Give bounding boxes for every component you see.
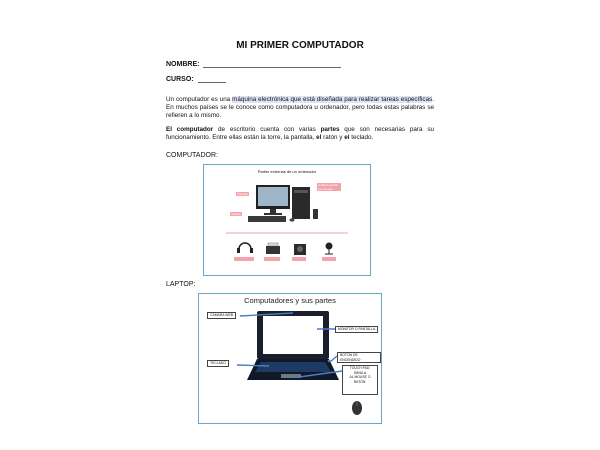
- keyboard-label: Teclado: [231, 212, 242, 216]
- desktop-illustration: [204, 165, 370, 275]
- mouse-shape: [290, 218, 295, 221]
- para1-text-end: . En muchos países se le conoce como computadora u ordenador, pero todas estas palabras se refieren a lo mismo.: [166, 96, 434, 119]
- power-button-shape: [328, 360, 331, 363]
- monitor-label: Pantalla: [237, 192, 248, 196]
- scanner-icon: [294, 244, 306, 255]
- para2-text: teclado.: [349, 134, 374, 141]
- printer-icon: [266, 243, 280, 254]
- paragraph-definition: [166, 96, 434, 120]
- power-arrow: [330, 356, 337, 362]
- figure1-title: Partes externas de un ordenador: [257, 169, 317, 174]
- keyboard-shape: [248, 216, 286, 222]
- touchpad-label: [342, 365, 378, 395]
- para2-bold-el: el: [344, 134, 350, 141]
- monitor-screen: [258, 187, 288, 206]
- para2-text: que son necesarias para su funcionamiento. Entre ellas están la torre, la pantalla,: [166, 126, 434, 141]
- monitor-label: MONITOR O PANTALLA: [335, 326, 378, 333]
- power-button-label: BOTÓN DE ENCENDIDO: [337, 352, 381, 363]
- headphones-icon: [237, 243, 253, 253]
- para1-highlight: máquina electrónica que está diseñada para realizar tareas específicas: [232, 96, 433, 103]
- keyboard-label: TECLADO: [207, 360, 229, 367]
- touchpad-label-line2: AL MOUSE O RATÓN.: [349, 375, 371, 384]
- para2-text: ratón y: [321, 134, 345, 141]
- name-label: NOMBRE:: [166, 61, 200, 68]
- page-title: MI PRIMER COMPUTADOR: [236, 40, 364, 51]
- tower-label: Unidad central de proceso: [317, 183, 341, 191]
- para2-bold-parts: partes: [320, 126, 340, 133]
- touchpad-shape: [281, 374, 301, 378]
- course-field: [166, 74, 226, 83]
- para2-bold: El computador: [166, 126, 214, 133]
- para2-bold-el: el: [316, 134, 322, 141]
- computer-label: COMPUTADOR:: [166, 152, 218, 159]
- desktop-computer-figure: [203, 164, 371, 276]
- course-line: [198, 74, 226, 83]
- paragraph-parts: [166, 126, 434, 142]
- para1-text: Un computador es una: [166, 96, 233, 103]
- para2-text: de escritorio cuenta con varias: [213, 126, 321, 133]
- camera-label: CÁMARA WEB: [207, 312, 236, 319]
- webcam-icon: [325, 243, 333, 255]
- keyboard-arrow: [237, 365, 269, 366]
- name-line: [203, 59, 341, 68]
- figure2-title: Computadores y sus partes: [244, 296, 336, 305]
- name-field: [166, 59, 341, 68]
- laptop-screen: [263, 316, 323, 354]
- touchpad-label-line1: TOUCH PAD: SIMULA: [349, 366, 371, 375]
- laptop-figure: [198, 293, 382, 424]
- laptop-label: LAPTOP:: [166, 281, 196, 288]
- course-label: CURSO:: [166, 76, 194, 83]
